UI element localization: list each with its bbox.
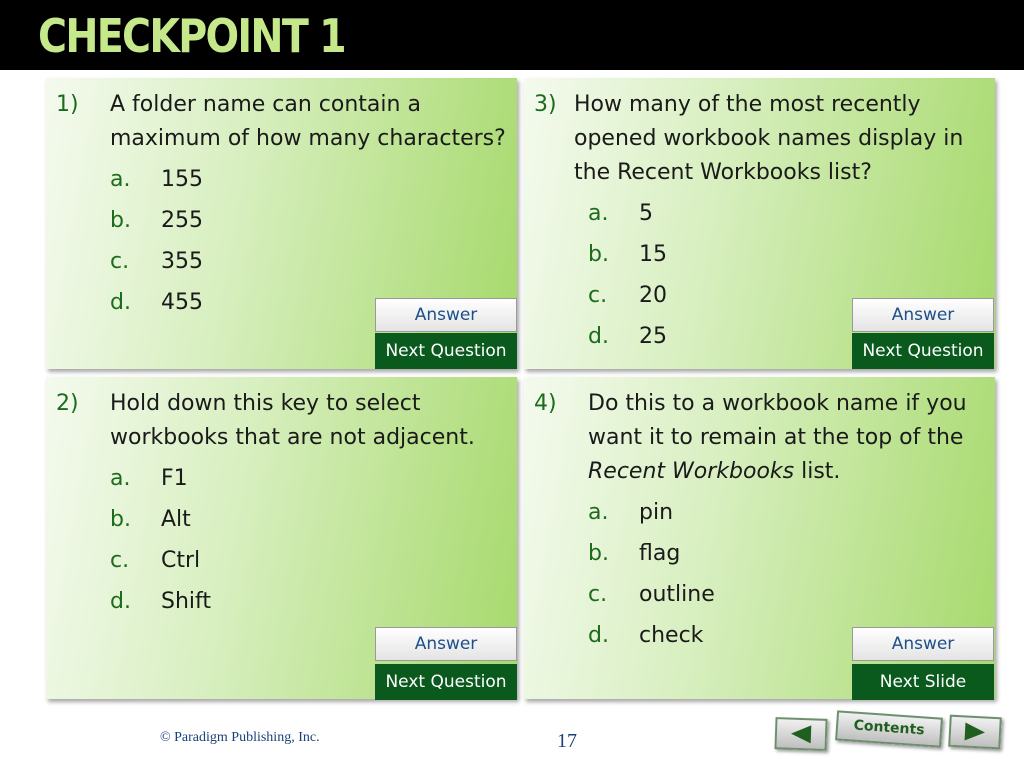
next-slide-nav-button[interactable]	[948, 715, 1002, 750]
option-text: flag	[639, 541, 681, 566]
option-text: 455	[161, 290, 203, 315]
option-text: 255	[161, 208, 203, 233]
option-letter: d.	[588, 324, 609, 349]
option-c	[56, 544, 507, 578]
slide-title: CHECKPOINT 1	[38, 9, 345, 63]
option-a	[56, 163, 507, 197]
copyright-notice: © Paradigm Publishing, Inc.	[160, 730, 320, 745]
option-letter: b.	[110, 507, 131, 532]
question-block	[534, 387, 985, 653]
option-text: Alt	[161, 507, 191, 532]
question-text	[588, 387, 985, 489]
answer-button-2[interactable]: Answer	[375, 627, 517, 661]
option-text: Ctrl	[161, 548, 201, 573]
option-letter: a.	[588, 500, 609, 525]
contents-button[interactable]: Contents	[835, 710, 943, 747]
option-a	[534, 496, 985, 530]
option-text: 15	[639, 242, 667, 267]
question-text: A folder name can contain a maximum of how many characters?	[110, 92, 506, 151]
answer-button-4[interactable]: Answer	[852, 627, 994, 661]
question-text: Hold down this key to select workbooks that are not adjacent.	[110, 391, 475, 450]
question-number: 3)	[534, 92, 557, 117]
option-c	[56, 245, 507, 279]
option-letter: a.	[110, 167, 131, 192]
option-letter: c.	[588, 582, 608, 607]
answer-button-3[interactable]: Answer	[852, 298, 994, 332]
page-number: 17	[557, 730, 577, 752]
next-question-button-2[interactable]: Next Question	[375, 664, 517, 700]
previous-slide-button[interactable]	[774, 717, 827, 751]
option-letter: c.	[110, 548, 130, 573]
answer-button-1[interactable]: Answer	[375, 298, 517, 332]
option-letter: d.	[110, 290, 131, 315]
option-text: F1	[161, 466, 188, 491]
option-letter: d.	[588, 623, 609, 648]
option-c	[534, 578, 985, 612]
next-question-button-1[interactable]: Next Question	[375, 333, 517, 369]
question-block	[56, 387, 507, 619]
next-question-button-3[interactable]: Next Question	[852, 333, 994, 369]
option-text: check	[639, 623, 704, 648]
question-number: 1)	[56, 92, 79, 117]
question-text-start: Do this to a workbook name if you want it to remain at the top of the	[588, 391, 967, 450]
option-letter: c.	[110, 249, 130, 274]
question-text-end: list.	[794, 459, 841, 484]
option-b	[56, 503, 507, 537]
option-letter: d.	[110, 589, 131, 614]
option-b	[534, 537, 985, 571]
option-text: 5	[639, 201, 653, 226]
question-number: 4)	[534, 391, 557, 416]
option-letter: b.	[588, 541, 609, 566]
option-text: 20	[639, 283, 667, 308]
option-text: 25	[639, 324, 667, 349]
question-number: 2)	[56, 391, 79, 416]
option-d	[56, 585, 507, 619]
option-text: 155	[161, 167, 203, 192]
question-text-italic: Recent Workbooks	[588, 459, 795, 484]
question-text: How many of the most recently opened workbook names display in the Recent Workbooks list?	[574, 92, 964, 185]
next-slide-button[interactable]: Next Slide	[852, 664, 994, 700]
title-bar	[0, 0, 1024, 70]
option-letter: a.	[110, 466, 131, 491]
question-block	[56, 88, 507, 320]
option-b	[56, 204, 507, 238]
right-triangle-icon	[950, 717, 999, 747]
option-text: pin	[639, 500, 674, 525]
option-a	[534, 197, 985, 231]
option-text: outline	[639, 582, 715, 607]
option-b	[534, 238, 985, 272]
option-text: Shift	[161, 589, 212, 614]
option-letter: b.	[588, 242, 609, 267]
option-letter: c.	[588, 283, 608, 308]
option-letter: a.	[588, 201, 609, 226]
left-triangle-icon	[777, 719, 826, 749]
option-a	[56, 462, 507, 496]
option-text: 355	[161, 249, 203, 274]
option-letter: b.	[110, 208, 131, 233]
